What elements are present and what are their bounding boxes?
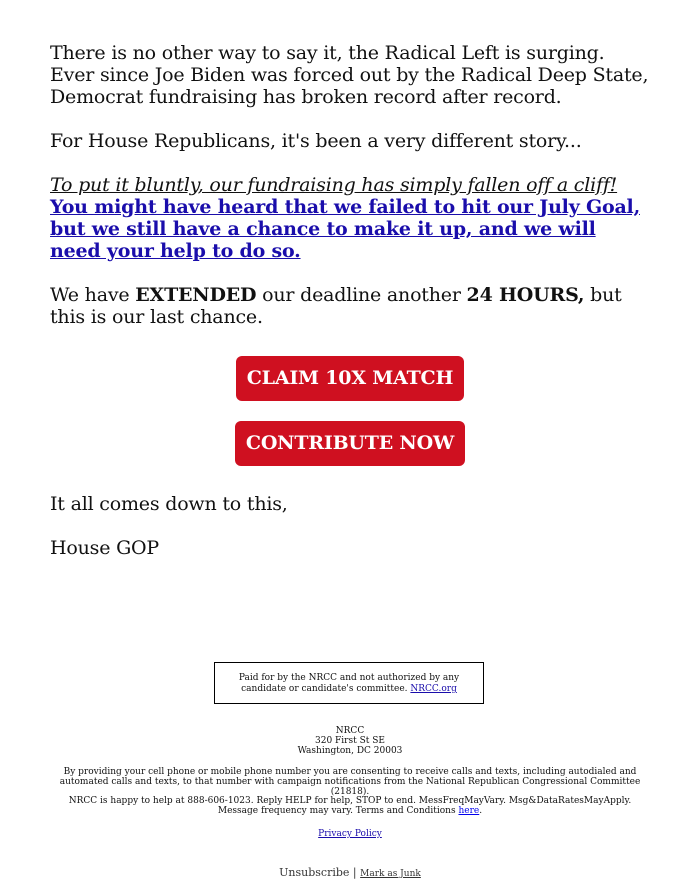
contribute-now-button[interactable]: CONTRIBUTE NOW xyxy=(235,421,465,466)
deadline-text-a: We have xyxy=(50,284,136,306)
unsubscribe-link[interactable]: Unsubscribe xyxy=(279,866,350,879)
paragraph-intro: There is no other way to say it, the Radical Left is surging. Ever since Joe Biden was forced out by the Radical Deep State, Democrat fundraising has broken record after record. xyxy=(50,42,649,108)
privacy-row xyxy=(0,829,700,839)
paid-for-text: Paid for by the NRCC and not authorized by any candidate or candidate's committee. xyxy=(238,673,460,694)
mark-as-junk-link[interactable]: Mark as Junk xyxy=(360,869,421,879)
address-org: NRCC xyxy=(335,726,365,736)
signature: House GOP xyxy=(50,537,160,559)
signoff-line: It all comes down to this, xyxy=(50,493,288,515)
email-body xyxy=(50,42,650,581)
claim-button-wrap xyxy=(50,350,650,401)
help-body: NRCC is happy to help at 888-606-1023. Reply HELP for help, STOP to end. MessFreqMayVary. Msg&DataRatesMayApply. Message frequency may vary. Terms and Conditions xyxy=(68,796,632,816)
claim-match-button[interactable]: CLAIM 10X MATCH xyxy=(236,356,465,401)
paragraph-fundraising xyxy=(50,174,650,262)
deadline-text-e: but this is our last chance. xyxy=(50,284,622,328)
contribute-button-wrap xyxy=(50,401,650,466)
extended-bold: EXTENDED xyxy=(135,284,257,306)
privacy-policy-link[interactable]: Privacy Policy xyxy=(318,829,382,839)
fundraising-italic-text: To put it bluntly, our fundraising has simply fallen off a cliff! xyxy=(50,174,618,196)
paragraph-story: For House Republicans, it's been a very different story... xyxy=(50,130,582,152)
address-city: Washington, DC 20003 xyxy=(297,746,403,756)
separator: | xyxy=(352,866,357,879)
sms-consent-text: By providing your cell phone or mobile phone number you are consenting to receive calls and texts, including autodialed and automated calls and texts, to that number with campaign notifications from the National Republican Congressional Committee (21818). xyxy=(59,767,641,797)
nrcc-org-link[interactable]: NRCC.org xyxy=(410,684,457,694)
paid-for-disclaimer xyxy=(214,662,484,704)
july-goal-link[interactable]: You might have heard that we failed to hit our July Goal, but we still have a chance to make it up, and we will need your help to do so. xyxy=(50,196,640,262)
help-period: . xyxy=(479,806,483,816)
unsubscribe-row xyxy=(0,866,700,879)
address-street: 320 First St SE xyxy=(315,736,385,746)
mailing-address xyxy=(0,726,700,756)
hours-bold: 24 HOURS, xyxy=(466,284,585,306)
help-text xyxy=(50,796,650,816)
paragraph-deadline xyxy=(50,284,650,328)
terms-here-link[interactable]: here xyxy=(458,806,480,816)
deadline-text-c: our deadline another xyxy=(256,284,467,306)
